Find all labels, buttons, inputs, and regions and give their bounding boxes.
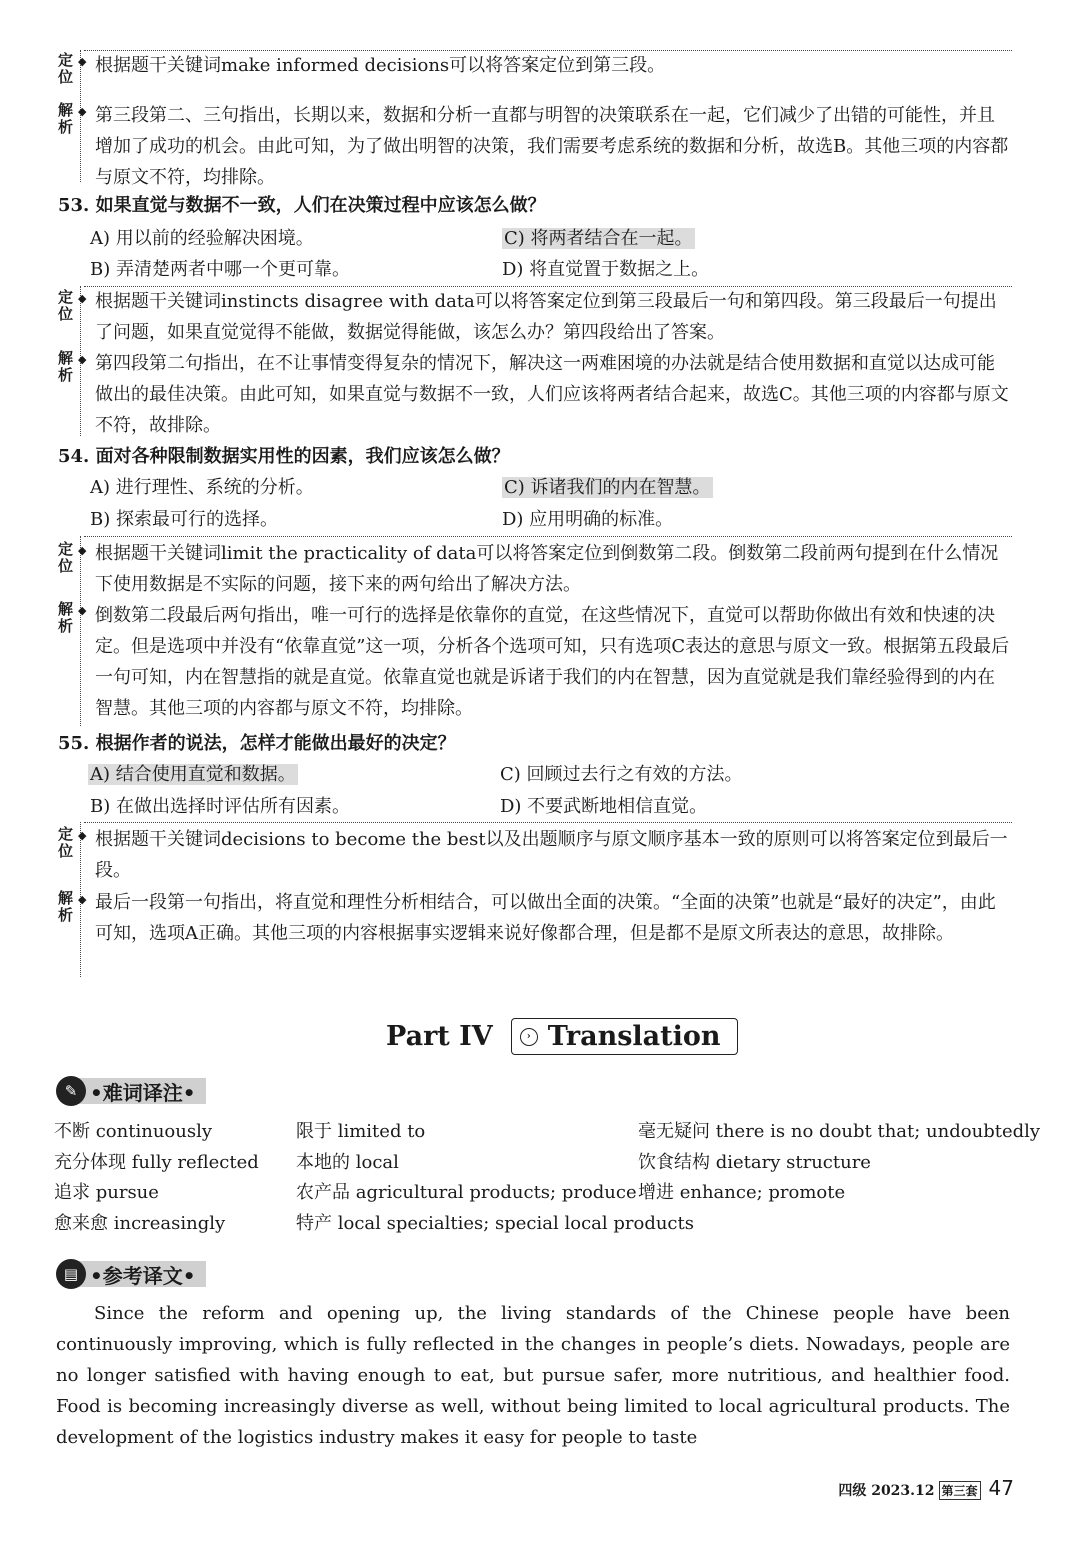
vocab-item: 追求 pursue: [54, 1182, 159, 1203]
arrow-icon: ◆: [78, 544, 87, 557]
vocab-heading: [56, 1075, 206, 1107]
part-number: Part IV: [386, 1021, 493, 1052]
locate-text: 根据题干关键词limit the practicality of data可以将答案定位到倒数第二段。倒数第二段前两句提到在什么情况下使用数据是不实际的问题，接下来的两句给出了解决方法。: [95, 543, 999, 595]
arrow-icon: ◆: [78, 55, 87, 68]
arrow-icon: ◆: [78, 893, 87, 906]
vocab-item: 特产 local specialties; special local products: [296, 1212, 694, 1234]
analysis-tag: 解 析 ◆: [58, 600, 87, 635]
translation-paragraph: Since the reform and opening up, the living standards of the Chinese people have been continuously improving, which is fully reflected in the changes in people’s diets. Nowadays, people are no longer satisfied with having enough to eat, but pursue safer, more nutritious, and healthier food. Food is becoming increasingly diverse as well, without being limited to local agricultural products. The development of the logistics industry makes it easy for people to taste: [56, 1303, 1010, 1448]
arrow-icon: ◆: [78, 353, 87, 366]
option-a: A) 用以前的经验解决困境。: [90, 228, 314, 249]
locate-tag: 定 位 ◆: [58, 825, 87, 860]
part-title-box: [511, 1018, 738, 1055]
reference-heading: [56, 1258, 206, 1290]
option-d: D) 应用明确的标准。: [502, 509, 674, 530]
question-title: 53. 如果直觉与数据不一致，人们在决策过程中应该怎么做？: [58, 195, 546, 216]
analysis-text: 第四段第二句指出，在不让事情变得复杂的情况下，解决这一两难困境的办法就是结合使用数据和直觉以达成可能做出的最佳决策。由此可知，如果直觉与数据不一致，人们应该将两者结合起来，故选C。其他三项的内容都与原文不符，故排除。: [95, 353, 1009, 436]
locate-text: 根据题干关键词make informed decisions可以将答案定位到第三段。: [95, 55, 666, 76]
locate-tag: 定 位 ◆: [58, 288, 87, 323]
vocab-item: 本地的 local: [296, 1151, 399, 1173]
page-number: 47: [988, 1476, 1014, 1500]
edition-badge: 第三套: [939, 1481, 981, 1500]
vocab-column: [54, 1117, 259, 1239]
analysis-tag: 解 析 ◆: [58, 101, 87, 136]
option-c-answer: C) 诉诸我们的内在智慧。: [504, 477, 711, 498]
vocab-item: 不断 continuously: [54, 1121, 213, 1142]
locate-tag: 定 位 ◆: [58, 51, 87, 86]
analysis-tag: 解 析 ◆: [58, 889, 87, 924]
option-c-answer: C) 将两者结合在一起。: [504, 228, 693, 249]
arrow-icon: ◆: [78, 105, 87, 118]
arrow-icon: ◆: [78, 292, 87, 305]
locate-text: 根据题干关键词instincts disagree with data可以将答案定位到第三段最后一句和第四段。第三段最后一句提出了问题，如果直觉觉得不能做，数据觉得能做，该怎么办？第四段给出了答案。: [95, 291, 997, 343]
analysis-text: 第三段第二、三句指出，长期以来，数据和分析一直都与明智的决策联系在一起，它们减少了出错的可能性，并且增加了成功的机会。由此可知，为了做出明智的决策，我们需要考虑系统的数据和分析，故选B。其他三项的内容都与原文不符，均排除。: [95, 105, 1009, 188]
arrow-icon: ◆: [78, 829, 87, 842]
vocab-item: 饮食结构 dietary structure: [638, 1151, 871, 1173]
option-d: D) 不要武断地相信直觉。: [500, 796, 708, 817]
arrow-icon: ◆: [78, 604, 87, 617]
vocab-item: 充分体现 fully reflected: [54, 1151, 259, 1173]
vocab-item: 限于 limited to: [296, 1121, 426, 1142]
translation-text: [56, 1298, 1010, 1453]
dotted-divider: [84, 536, 1012, 537]
vocab-column: [296, 1117, 694, 1239]
question-title: 54. 面对各种限制数据实用性的因素，我们应该怎么做？: [58, 446, 510, 467]
reference-heading-label: •参考译文•: [78, 1261, 206, 1287]
dotted-rail: [80, 536, 81, 726]
vocab-item: 毫无疑问 there is no doubt that; undoubtedly: [638, 1121, 1041, 1142]
analysis-text: 最后一段第一句指出，将直觉和理性分析相结合，可以做出全面的决策。“全面的决策”也就是“最好的决定”，由此可知，选项A正确。其他三项的内容根据事实逻辑来说好像都合理，但是都不是原文所表达的意思，故排除。: [95, 892, 996, 944]
vocab-column: [638, 1117, 1040, 1209]
option-b: B) 弄清楚两者中哪一个更可靠。: [90, 259, 350, 280]
chevron-right-icon: ›: [520, 1028, 538, 1046]
vocab-item: 增进 enhance; promote: [638, 1182, 846, 1203]
vocab-item: 农产品 agricultural products; produce: [296, 1182, 637, 1203]
book-icon: ▤: [56, 1259, 86, 1289]
part-heading: [386, 1018, 738, 1055]
locate-text: 根据题干关键词decisions to become the best以及出题顺序与原文顺序基本一致的原则可以将答案定位到最后一段。: [95, 829, 1008, 881]
question-title: 55. 根据作者的说法，怎样才能做出最好的决定？: [58, 733, 456, 754]
analysis-tag: 解 析 ◆: [58, 349, 87, 384]
vocab-item: 愈来愈 increasingly: [54, 1212, 226, 1234]
page-footer: [838, 1476, 1014, 1500]
option-a: A) 进行理性、系统的分析。: [90, 477, 314, 498]
option-a-answer: A) 结合使用直觉和数据。: [90, 764, 296, 785]
exam-label: 四级 2023.12: [838, 1483, 935, 1499]
option-c: C) 回顾过去行之有效的方法。: [500, 764, 743, 785]
locate-tag: 定 位 ◆: [58, 540, 87, 575]
note-icon: ✎: [56, 1076, 86, 1106]
option-d: D) 将直觉置于数据之上。: [502, 259, 710, 280]
option-b: B) 在做出选择时评估所有因素。: [90, 796, 350, 817]
dotted-divider: [84, 822, 1012, 823]
vocab-heading-label: •难词译注•: [78, 1078, 206, 1104]
analysis-text: 倒数第二段最后两句指出，唯一可行的选择是依靠你的直觉，在这些情况下，直觉可以帮助你做出有效和快速的决定。但是选项中并没有“依靠直觉”这一项，分析各个选项可知，只有选项C表达的意思与原文一致。根据第五段最后一句可知，内在智慧指的就是直觉。依靠直觉也就是诉诸于我们的内在智慧，因为直觉就是我们靠经验得到的内在智慧。其他三项的内容都与原文不符，均排除。: [95, 605, 1010, 719]
part-title: Translation: [547, 1021, 721, 1052]
option-b: B) 探索最可行的选择。: [90, 509, 278, 530]
